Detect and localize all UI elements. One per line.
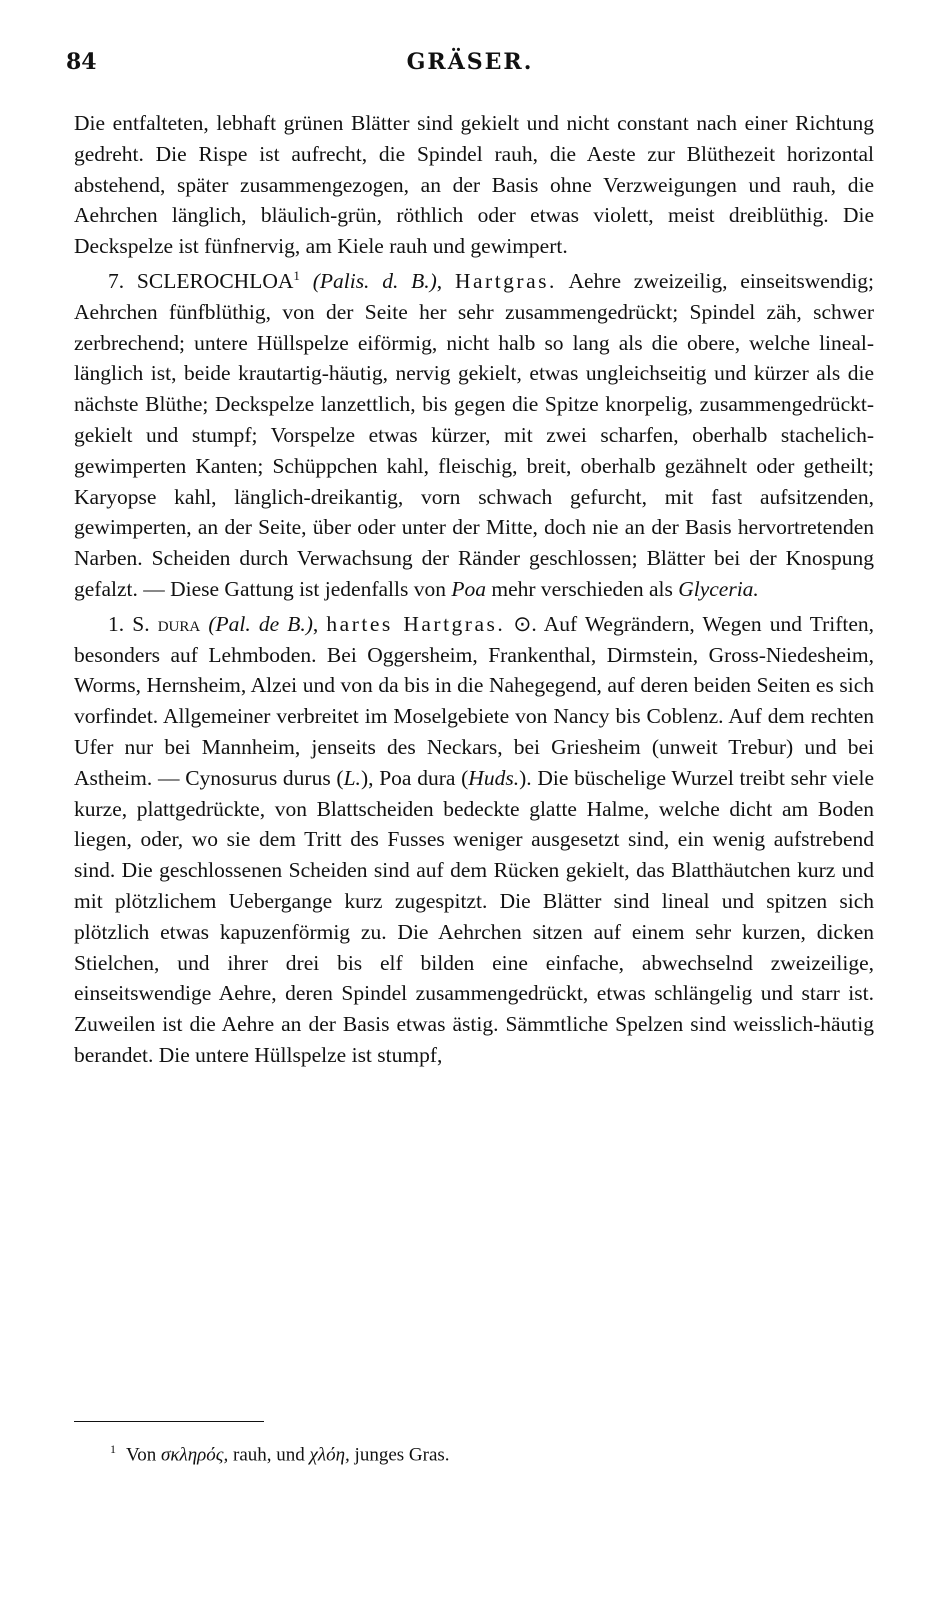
body-text — [74, 108, 874, 1075]
footnote-greek-rough: σκληρός, — [161, 1444, 229, 1466]
annual-symbol: ⊙. — [505, 611, 544, 636]
page-header — [66, 42, 874, 82]
species-name: dura — [157, 611, 201, 636]
paragraph-species-dura — [74, 609, 874, 1071]
footnote-text: rauh, und — [228, 1444, 310, 1466]
genus-description: Aehre zweizeilig, einseitswendig; Aehrchen fünfblüthig, von der Seite her sehr zusammengedrückt; Spindel zäh, schwer zerbrechend; untere Hüllspelze eiförmig, nicht halb so lang als die obere, welche lineal-länglich ist, beide krautartig-häutig, nervig gekielt, etwas ungleichseitig und kürzer als die nächste Blüthe; Deckspelze lanzettlich, bis gegen die Spitze knorpelig, zusammengedrückt-gekielt und stumpf; Vorspelze etwas kürzer, mit zwei scharfen, oberhalb stachelich-gewimperten Kanten; Schüppchen kahl, fleischig, breit, oberhalb gezähnelt oder getheilt; Karyopse kahl, länglich-dreikantig, vorn schwach gefurcht, mit fast aufsitzenden, gewimperten, an der Seite, über oder unter der Mitte, doch nie an der Basis hervortretenden Narben. Scheiden durch Verwachsung der Ränder geschlossen; Blätter bei der Knospung gefalzt. — Diese Gattung ist jedenfalls von — [74, 268, 875, 601]
footnote-reference: 1 — [293, 267, 300, 283]
paragraph-leaf-description: Die entfalteten, lebhaft grünen Blätter sind gekielt und nicht constant nach einer Richtung gedreht. Die Rispe ist aufrecht, die Spindel rauh, die Aeste zur Blüthezeit horizontal abstehend, später zusammengezogen, an der Basis ohne Verzweigungen und rauh, die Aehrchen länglich, bläulich-grün, röthlich oder etwas violett, meist dreiblüthig. Die Deckspelze ist fünfnervig, am Kiele rauh und gewimpert. — [74, 111, 874, 259]
footnote — [110, 1436, 870, 1468]
authority-linnaeus: L. — [343, 765, 361, 790]
footnote-text: junges Gras. — [349, 1444, 450, 1466]
separator: , — [436, 268, 455, 293]
page-number: 84 — [66, 49, 97, 75]
species-number: 1. S. — [108, 611, 158, 636]
species-common-name: hartes Hartgras. — [326, 611, 506, 636]
species-description: Auf Wegrändern, Wegen und Triften, besonders auf Lehmboden. Bei Oggersheim, Frankenthal, Dirmstein, Gross-Niedesheim, Worms, Hernsheim, Alzei und von da bis in die Nahegegend, auf deren beiden Seiten es sich vorfindet. Allgemeiner verbreitet im Moselgebiete von Nancy bis Coblenz. Auf dem rechten Ufer nur bei Mannheim, jenseits des Neckars, bei Griesheim (unweit Trebur) und bei Astheim. — Cynosurus durus ( — [74, 611, 875, 790]
species-synonym: ), Poa dura ( — [360, 765, 469, 790]
separator: , — [312, 611, 327, 636]
footnote-divider — [74, 1421, 264, 1422]
footnote-text: Von — [126, 1444, 162, 1466]
genus-glyceria: Glyceria. — [678, 576, 759, 601]
footnote-marker: 1 — [110, 1442, 116, 1456]
paragraph-genus-sclerochloa — [74, 266, 874, 605]
species-description-cont: ). Die büschelige Wurzel treibt sehr viele kurze, plattgedrückte, von Blattscheiden bedeckte glatte Halme, welche dicht am Boden liegen, oder, wo sie dem Tritt des Fusses weniger ausgesetzt sind, ein wenig aufstrebend sind. Die geschlossenen Scheiden sind auf dem Rücken gekielt, das Blatthäutchen kurz und mit plötzlichem Uebergange kurz zugespitzt. Die Blätter sind lineal und spitzen sich plötzlich etwas kapuzenförmig zu. Die Aehrchen sitzen auf einem sehr kurzen, dicken Stielchen, und ihrer drei bis elf bilden eine einfache, abwechselnd zweizeilige, einseitswendige Aehre, deren Spindel zusammengedrückt, etwas schlängelig und starr ist. Zuweilen ist die Aehre an der Basis etwas ästig. Sämmtliche Spelzen sind weisslich-häutig berandet. Die untere Hüllspelze ist stumpf, — [74, 765, 874, 1067]
running-title: GRÄSER. — [406, 49, 534, 75]
species-authority: (Pal. de B.) — [208, 611, 313, 636]
genus-common-name: Hartgras. — [454, 268, 557, 293]
genus-authority: (Palis. d. B.) — [312, 268, 437, 293]
authority-hudson: Huds. — [468, 765, 520, 790]
footnote-greek-grass: χλόη, — [309, 1444, 350, 1466]
genus-description-cont: mehr verschieden als — [485, 576, 679, 601]
genus-poa: Poa — [451, 576, 486, 601]
genus-heading: 7. SCLEROCHLOA — [108, 268, 294, 293]
